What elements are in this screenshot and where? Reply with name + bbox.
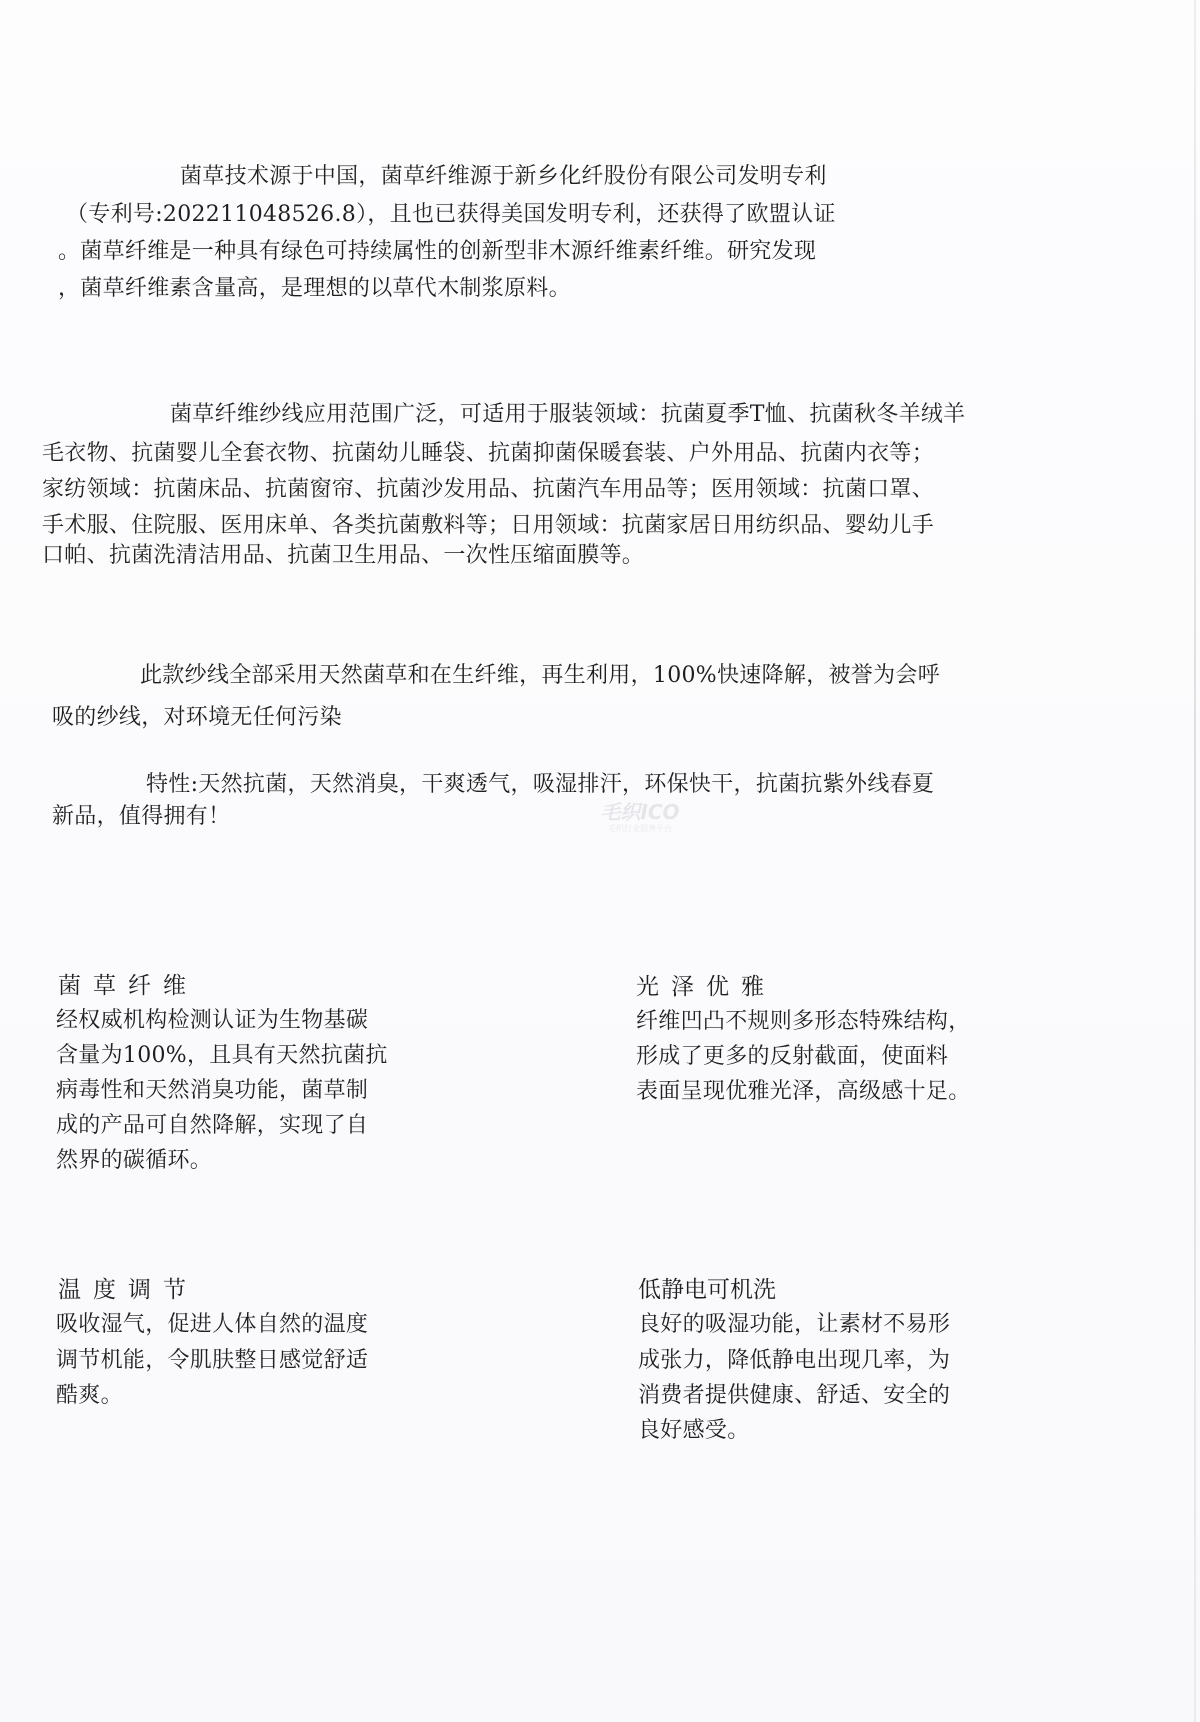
feature-title: 光泽优雅: [636, 974, 776, 1000]
feature-title: 温度调节: [58, 1277, 198, 1303]
feature-line: 形成了更多的反射截面，使面料: [636, 1044, 949, 1069]
feature-line: 调节机能，令肌肤整日感觉舒适: [56, 1348, 369, 1373]
paragraph-line: 菌草技术源于中国，菌草纤维源于新乡化纤股份有限公司发明专利: [180, 164, 827, 189]
paragraph-line: 吸的纱线，对环境无任何污染: [52, 705, 342, 730]
paragraph-line: 手术服、住院服、医用床单、各类抗菌敷料等；日用领域：抗菌家居日用纺织品、婴幼儿手: [42, 513, 935, 538]
feature-line: 含量为100%，且具有天然抗菌抗: [56, 1043, 388, 1068]
paragraph-line: 新品，值得拥有！: [52, 804, 231, 829]
feature-line: 吸收湿气，促进人体自然的温度: [56, 1312, 369, 1337]
paragraph-line: 家纺领域：抗菌床品、抗菌窗帘、抗菌沙发用品、抗菌汽车用品等；医用领域：抗菌口罩、: [42, 477, 935, 502]
feature-line: 消费者提供健康、舒适、安全的: [638, 1383, 951, 1408]
feature-line: 良好感受。: [638, 1418, 750, 1443]
feature-line: 酷爽。: [56, 1383, 123, 1408]
feature-line: 成张力，降低静电出现几率，为: [638, 1348, 951, 1373]
paragraph-line: 特性:天然抗菌，天然消臭，干爽透气，吸湿排汗，环保快干，抗菌抗紫外线春夏: [146, 772, 935, 797]
watermark-logo: [580, 802, 700, 842]
paragraph-line: （专利号:202211048526.8），且也已获得美国发明专利，还获得了欧盟认证: [66, 202, 836, 227]
paragraph-line: 。菌草纤维是一种具有绿色可持续属性的创新型非木源纤维素纤维。研究发现: [58, 239, 817, 264]
feature-line: 表面呈现优雅光泽，高级感十足。: [636, 1079, 971, 1104]
feature-line: 良好的吸湿功能，让素材不易形: [638, 1312, 951, 1337]
scan-edge-shadow: [1194, 0, 1196, 1722]
paragraph-line: 口帕、抗菌洗清洁用品、抗菌卫生用品、一次性压缩面膜等。: [42, 543, 645, 568]
paragraph-line: 菌草纤维纱线应用范围广泛，可适用于服装领域：抗菌夏季T恤、抗菌秋冬羊绒羊: [170, 402, 966, 427]
paragraph-line: ，菌草纤维素含量高，是理想的以草代木制浆原料。: [58, 276, 571, 301]
watermark-text: 毛织ICO: [600, 800, 680, 824]
feature-line: 经权威机构检测认证为生物基碳: [56, 1008, 369, 1033]
paragraph-line: 毛衣物、抗菌婴儿全套衣物、抗菌幼儿睡袋、抗菌抑菌保暖套装、户外用品、抗菌内衣等；: [42, 441, 935, 466]
feature-title: 菌草纤维: [58, 973, 198, 999]
watermark-subtext: 毛织行业服务平台: [608, 824, 672, 833]
feature-title: 低静电可机洗: [638, 1277, 776, 1303]
feature-line: 病毒性和天然消臭功能，菌草制: [56, 1078, 369, 1103]
feature-line: 然界的碳循环。: [56, 1148, 213, 1173]
feature-line: 纤维凹凸不规则多形态特殊结构，: [636, 1009, 971, 1034]
paragraph-line: 此款纱线全部采用天然菌草和在生纤维，再生利用，100%快速降解，被誉为会呼: [140, 663, 940, 688]
feature-line: 成的产品可自然降解，实现了自: [56, 1113, 369, 1138]
